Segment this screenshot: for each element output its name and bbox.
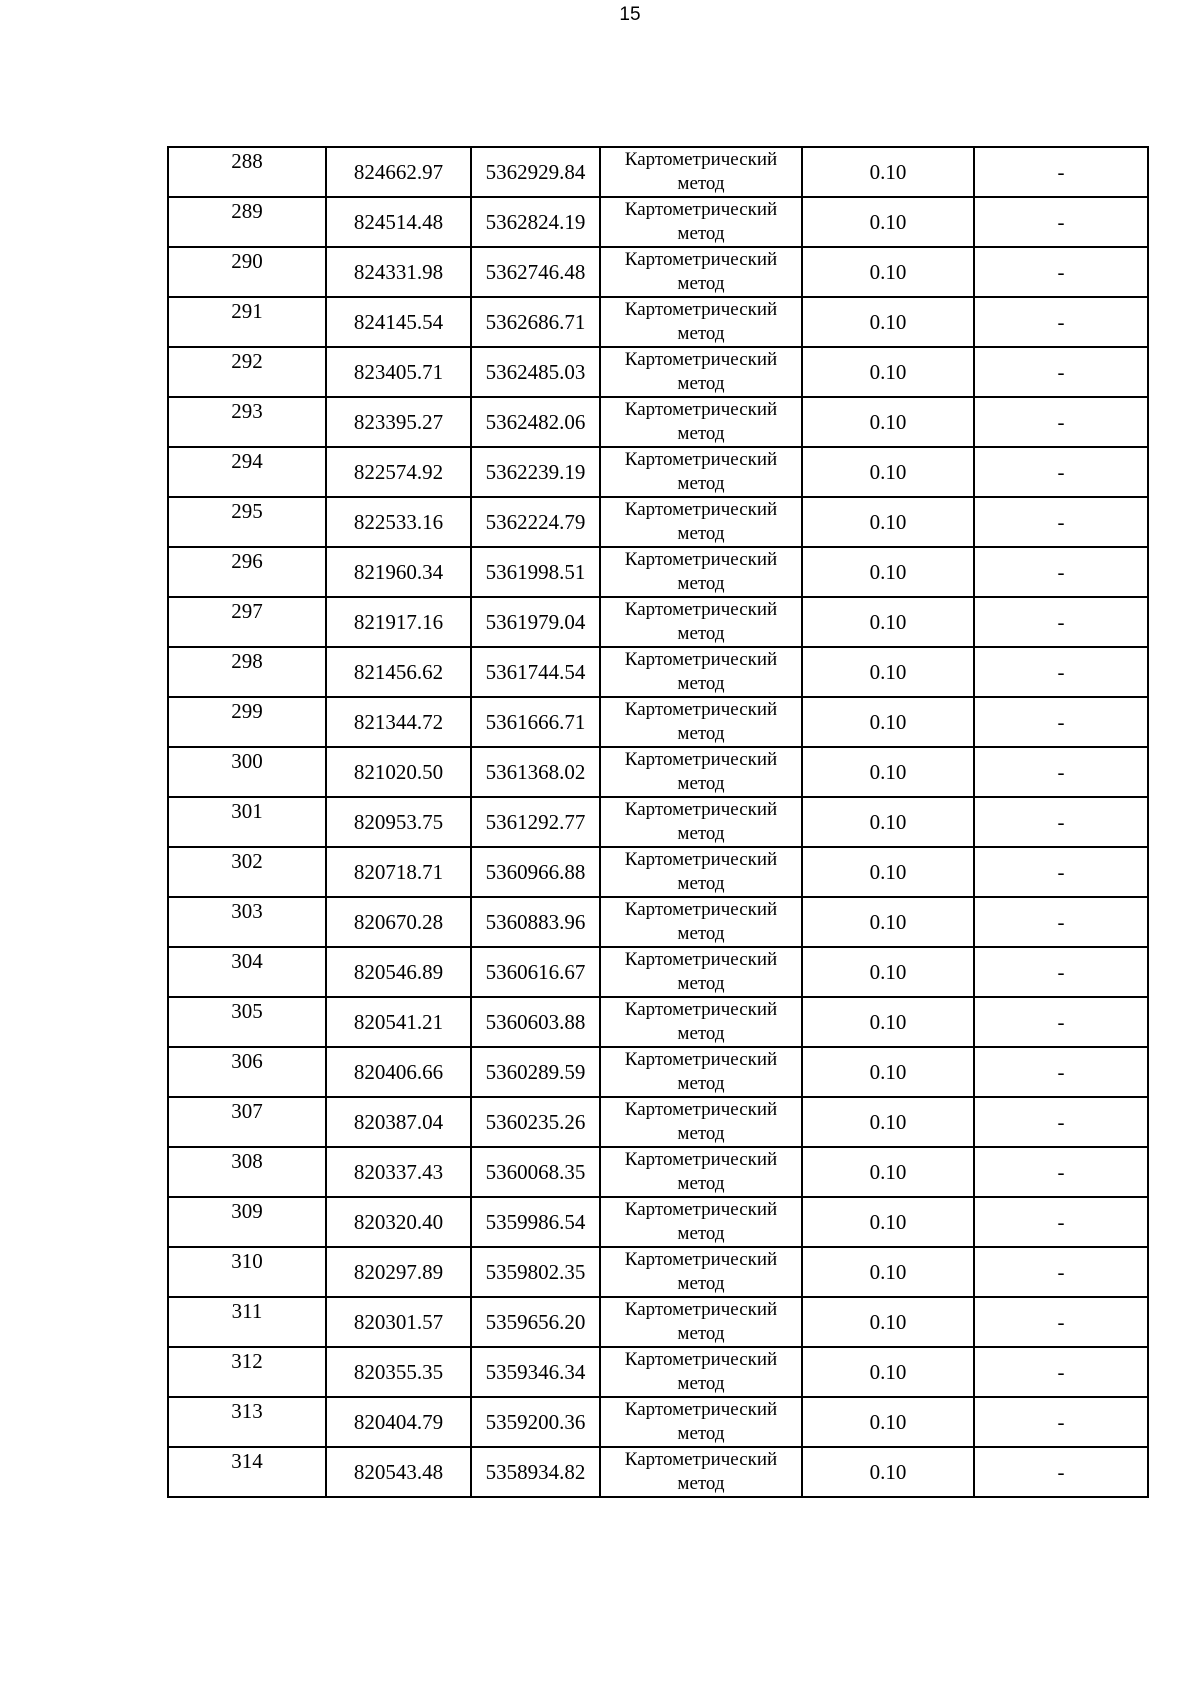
coordinates-table bbox=[167, 146, 1149, 1498]
accuracy-cell: 0.10 bbox=[802, 247, 974, 297]
table-row bbox=[168, 1397, 1148, 1447]
accuracy-cell: 0.10 bbox=[802, 497, 974, 547]
y-coordinate-cell: 5360289.59 bbox=[471, 1047, 600, 1097]
y-coordinate-cell: 5361368.02 bbox=[471, 747, 600, 797]
note-cell: - bbox=[974, 697, 1148, 747]
table-row bbox=[168, 647, 1148, 697]
accuracy-cell: 0.10 bbox=[802, 747, 974, 797]
method-cell: Картометрический метод bbox=[600, 1297, 802, 1347]
y-coordinate-cell: 5362482.06 bbox=[471, 397, 600, 447]
method-cell: Картометрический метод bbox=[600, 1447, 802, 1497]
method-cell: Картометрический метод bbox=[600, 397, 802, 447]
y-coordinate-cell: 5360603.88 bbox=[471, 997, 600, 1047]
note-cell: - bbox=[974, 847, 1148, 897]
point-number-cell: 297 bbox=[168, 597, 326, 647]
x-coordinate-cell: 820543.48 bbox=[326, 1447, 471, 1497]
x-coordinate-cell: 822574.92 bbox=[326, 447, 471, 497]
x-coordinate-cell: 820718.71 bbox=[326, 847, 471, 897]
point-number-cell: 302 bbox=[168, 847, 326, 897]
note-cell: - bbox=[974, 497, 1148, 547]
accuracy-cell: 0.10 bbox=[802, 147, 974, 197]
note-cell: - bbox=[974, 797, 1148, 847]
point-number-cell: 292 bbox=[168, 347, 326, 397]
note-cell: - bbox=[974, 1097, 1148, 1147]
x-coordinate-cell: 823405.71 bbox=[326, 347, 471, 397]
table-row bbox=[168, 1347, 1148, 1397]
accuracy-cell: 0.10 bbox=[802, 297, 974, 347]
point-number-cell: 289 bbox=[168, 197, 326, 247]
x-coordinate-cell: 820541.21 bbox=[326, 997, 471, 1047]
method-cell: Картометрический метод bbox=[600, 1247, 802, 1297]
x-coordinate-cell: 820355.35 bbox=[326, 1347, 471, 1397]
y-coordinate-cell: 5360068.35 bbox=[471, 1147, 600, 1197]
y-coordinate-cell: 5359986.54 bbox=[471, 1197, 600, 1247]
x-coordinate-cell: 821960.34 bbox=[326, 547, 471, 597]
x-coordinate-cell: 820387.04 bbox=[326, 1097, 471, 1147]
y-coordinate-cell: 5360616.67 bbox=[471, 947, 600, 997]
x-coordinate-cell: 821020.50 bbox=[326, 747, 471, 797]
accuracy-cell: 0.10 bbox=[802, 947, 974, 997]
y-coordinate-cell: 5359200.36 bbox=[471, 1397, 600, 1447]
accuracy-cell: 0.10 bbox=[802, 647, 974, 697]
note-cell: - bbox=[974, 1447, 1148, 1497]
point-number-cell: 312 bbox=[168, 1347, 326, 1397]
x-coordinate-cell: 820301.57 bbox=[326, 1297, 471, 1347]
point-number-cell: 314 bbox=[168, 1447, 326, 1497]
x-coordinate-cell: 822533.16 bbox=[326, 497, 471, 547]
y-coordinate-cell: 5359346.34 bbox=[471, 1347, 600, 1397]
note-cell: - bbox=[974, 1247, 1148, 1297]
note-cell: - bbox=[974, 297, 1148, 347]
method-cell: Картометрический метод bbox=[600, 1197, 802, 1247]
note-cell: - bbox=[974, 547, 1148, 597]
x-coordinate-cell: 824514.48 bbox=[326, 197, 471, 247]
table-row bbox=[168, 547, 1148, 597]
table-row bbox=[168, 697, 1148, 747]
table-row bbox=[168, 1297, 1148, 1347]
accuracy-cell: 0.10 bbox=[802, 347, 974, 397]
table-row bbox=[168, 997, 1148, 1047]
x-coordinate-cell: 823395.27 bbox=[326, 397, 471, 447]
x-coordinate-cell: 821456.62 bbox=[326, 647, 471, 697]
note-cell: - bbox=[974, 447, 1148, 497]
table-row bbox=[168, 147, 1148, 197]
accuracy-cell: 0.10 bbox=[802, 1147, 974, 1197]
method-cell: Картометрический метод bbox=[600, 347, 802, 397]
method-cell: Картометрический метод bbox=[600, 447, 802, 497]
note-cell: - bbox=[974, 347, 1148, 397]
point-number-cell: 313 bbox=[168, 1397, 326, 1447]
method-cell: Картометрический метод bbox=[600, 1097, 802, 1147]
method-cell: Картометрический метод bbox=[600, 247, 802, 297]
method-cell: Картометрический метод bbox=[600, 1397, 802, 1447]
method-cell: Картометрический метод bbox=[600, 497, 802, 547]
x-coordinate-cell: 824145.54 bbox=[326, 297, 471, 347]
accuracy-cell: 0.10 bbox=[802, 697, 974, 747]
point-number-cell: 295 bbox=[168, 497, 326, 547]
accuracy-cell: 0.10 bbox=[802, 897, 974, 947]
y-coordinate-cell: 5360883.96 bbox=[471, 897, 600, 947]
y-coordinate-cell: 5362824.19 bbox=[471, 197, 600, 247]
y-coordinate-cell: 5362485.03 bbox=[471, 347, 600, 397]
note-cell: - bbox=[974, 897, 1148, 947]
y-coordinate-cell: 5360235.26 bbox=[471, 1097, 600, 1147]
method-cell: Картометрический метод bbox=[600, 1347, 802, 1397]
point-number-cell: 303 bbox=[168, 897, 326, 947]
note-cell: - bbox=[974, 747, 1148, 797]
note-cell: - bbox=[974, 1397, 1148, 1447]
y-coordinate-cell: 5361998.51 bbox=[471, 547, 600, 597]
point-number-cell: 296 bbox=[168, 547, 326, 597]
y-coordinate-cell: 5361979.04 bbox=[471, 597, 600, 647]
method-cell: Картометрический метод bbox=[600, 1147, 802, 1197]
method-cell: Картометрический метод bbox=[600, 847, 802, 897]
note-cell: - bbox=[974, 1197, 1148, 1247]
note-cell: - bbox=[974, 1347, 1148, 1397]
table-row bbox=[168, 1047, 1148, 1097]
point-number-cell: 310 bbox=[168, 1247, 326, 1297]
method-cell: Картометрический метод bbox=[600, 197, 802, 247]
method-cell: Картометрический метод bbox=[600, 747, 802, 797]
table-row bbox=[168, 747, 1148, 797]
x-coordinate-cell: 820953.75 bbox=[326, 797, 471, 847]
note-cell: - bbox=[974, 197, 1148, 247]
note-cell: - bbox=[974, 947, 1148, 997]
note-cell: - bbox=[974, 647, 1148, 697]
note-cell: - bbox=[974, 1147, 1148, 1197]
method-cell: Картометрический метод bbox=[600, 697, 802, 747]
x-coordinate-cell: 824331.98 bbox=[326, 247, 471, 297]
point-number-cell: 300 bbox=[168, 747, 326, 797]
y-coordinate-cell: 5361292.77 bbox=[471, 797, 600, 847]
y-coordinate-cell: 5359802.35 bbox=[471, 1247, 600, 1297]
y-coordinate-cell: 5359656.20 bbox=[471, 1297, 600, 1347]
point-number-cell: 299 bbox=[168, 697, 326, 747]
table-row bbox=[168, 297, 1148, 347]
method-cell: Картометрический метод bbox=[600, 597, 802, 647]
point-number-cell: 294 bbox=[168, 447, 326, 497]
note-cell: - bbox=[974, 597, 1148, 647]
table-row bbox=[168, 797, 1148, 847]
point-number-cell: 309 bbox=[168, 1197, 326, 1247]
point-number-cell: 308 bbox=[168, 1147, 326, 1197]
accuracy-cell: 0.10 bbox=[802, 1347, 974, 1397]
x-coordinate-cell: 820404.79 bbox=[326, 1397, 471, 1447]
point-number-cell: 291 bbox=[168, 297, 326, 347]
y-coordinate-cell: 5362929.84 bbox=[471, 147, 600, 197]
note-cell: - bbox=[974, 997, 1148, 1047]
x-coordinate-cell: 820320.40 bbox=[326, 1197, 471, 1247]
accuracy-cell: 0.10 bbox=[802, 1397, 974, 1447]
accuracy-cell: 0.10 bbox=[802, 547, 974, 597]
note-cell: - bbox=[974, 147, 1148, 197]
point-number-cell: 298 bbox=[168, 647, 326, 697]
table-row bbox=[168, 1447, 1148, 1497]
accuracy-cell: 0.10 bbox=[802, 1297, 974, 1347]
accuracy-cell: 0.10 bbox=[802, 1197, 974, 1247]
accuracy-cell: 0.10 bbox=[802, 1097, 974, 1147]
page-number: 15 bbox=[619, 4, 641, 25]
note-cell: - bbox=[974, 397, 1148, 447]
method-cell: Картометрический метод bbox=[600, 297, 802, 347]
point-number-cell: 293 bbox=[168, 397, 326, 447]
y-coordinate-cell: 5361744.54 bbox=[471, 647, 600, 697]
x-coordinate-cell: 820670.28 bbox=[326, 897, 471, 947]
accuracy-cell: 0.10 bbox=[802, 597, 974, 647]
method-cell: Картометрический метод bbox=[600, 997, 802, 1047]
table-row bbox=[168, 347, 1148, 397]
x-coordinate-cell: 821917.16 bbox=[326, 597, 471, 647]
table-row bbox=[168, 897, 1148, 947]
table-row bbox=[168, 497, 1148, 547]
point-number-cell: 304 bbox=[168, 947, 326, 997]
y-coordinate-cell: 5360966.88 bbox=[471, 847, 600, 897]
table-row bbox=[168, 197, 1148, 247]
point-number-cell: 307 bbox=[168, 1097, 326, 1147]
y-coordinate-cell: 5362686.71 bbox=[471, 297, 600, 347]
x-coordinate-cell: 820337.43 bbox=[326, 1147, 471, 1197]
note-cell: - bbox=[974, 247, 1148, 297]
table-row bbox=[168, 1247, 1148, 1297]
method-cell: Картометрический метод bbox=[600, 647, 802, 697]
accuracy-cell: 0.10 bbox=[802, 997, 974, 1047]
point-number-cell: 301 bbox=[168, 797, 326, 847]
x-coordinate-cell: 820297.89 bbox=[326, 1247, 471, 1297]
point-number-cell: 311 bbox=[168, 1297, 326, 1347]
method-cell: Картометрический метод bbox=[600, 147, 802, 197]
x-coordinate-cell: 824662.97 bbox=[326, 147, 471, 197]
accuracy-cell: 0.10 bbox=[802, 1447, 974, 1497]
point-number-cell: 305 bbox=[168, 997, 326, 1047]
accuracy-cell: 0.10 bbox=[802, 197, 974, 247]
method-cell: Картометрический метод bbox=[600, 1047, 802, 1097]
accuracy-cell: 0.10 bbox=[802, 1247, 974, 1297]
point-number-cell: 290 bbox=[168, 247, 326, 297]
table-row bbox=[168, 1197, 1148, 1247]
x-coordinate-cell: 821344.72 bbox=[326, 697, 471, 747]
x-coordinate-cell: 820406.66 bbox=[326, 1047, 471, 1097]
method-cell: Картометрический метод bbox=[600, 897, 802, 947]
y-coordinate-cell: 5362224.79 bbox=[471, 497, 600, 547]
accuracy-cell: 0.10 bbox=[802, 397, 974, 447]
accuracy-cell: 0.10 bbox=[802, 847, 974, 897]
y-coordinate-cell: 5362239.19 bbox=[471, 447, 600, 497]
y-coordinate-cell: 5362746.48 bbox=[471, 247, 600, 297]
coordinates-table-body bbox=[168, 147, 1148, 1497]
table-row bbox=[168, 1147, 1148, 1197]
accuracy-cell: 0.10 bbox=[802, 1047, 974, 1097]
method-cell: Картометрический метод bbox=[600, 947, 802, 997]
note-cell: - bbox=[974, 1047, 1148, 1097]
table-row bbox=[168, 397, 1148, 447]
point-number-cell: 306 bbox=[168, 1047, 326, 1097]
accuracy-cell: 0.10 bbox=[802, 447, 974, 497]
table-row bbox=[168, 947, 1148, 997]
table-row bbox=[168, 447, 1148, 497]
table-row bbox=[168, 1097, 1148, 1147]
accuracy-cell: 0.10 bbox=[802, 797, 974, 847]
point-number-cell: 288 bbox=[168, 147, 326, 197]
note-cell: - bbox=[974, 1297, 1148, 1347]
method-cell: Картометрический метод bbox=[600, 797, 802, 847]
y-coordinate-cell: 5361666.71 bbox=[471, 697, 600, 747]
x-coordinate-cell: 820546.89 bbox=[326, 947, 471, 997]
y-coordinate-cell: 5358934.82 bbox=[471, 1447, 600, 1497]
method-cell: Картометрический метод bbox=[600, 547, 802, 597]
table-row bbox=[168, 597, 1148, 647]
table-row bbox=[168, 847, 1148, 897]
table-row bbox=[168, 247, 1148, 297]
